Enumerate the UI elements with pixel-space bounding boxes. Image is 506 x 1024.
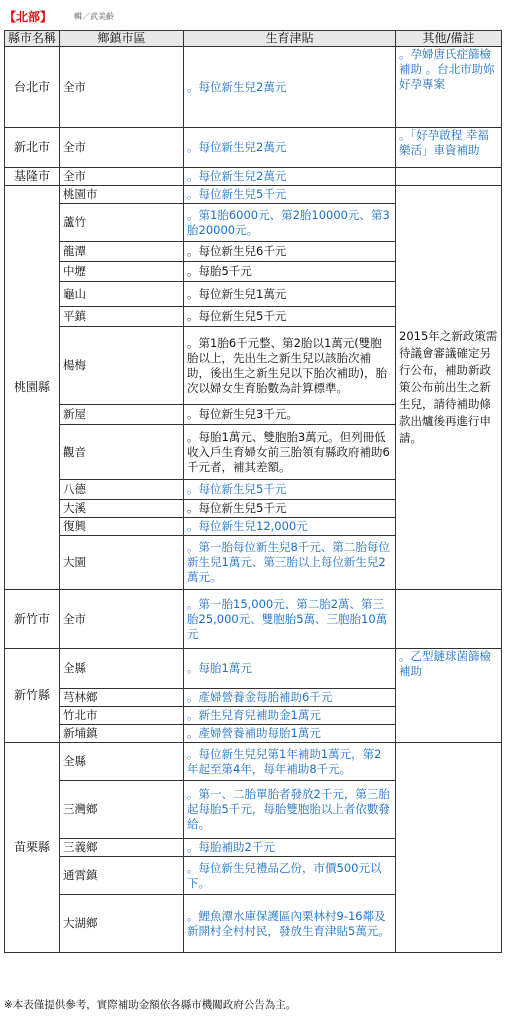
town-cell: 大湖鄉 [60, 895, 184, 953]
subsidy-cell: 。第一胎每位新生兒8千元、第二胎每位新生兒1萬元、第三胎以上每位新生兒2萬元。 [184, 536, 396, 590]
town-cell: 觀音 [60, 425, 184, 480]
subsidy-table [4, 30, 502, 953]
county-cell: 新竹市 [5, 590, 60, 649]
subsidy-cell: 。每位新生兒5千元 [184, 186, 396, 204]
table-row [5, 47, 502, 128]
town-cell: 全市 [60, 128, 184, 168]
county-cell: 新竹縣 [5, 649, 60, 743]
town-cell: 通霄鎮 [60, 857, 184, 895]
subsidy-cell: 。每位新生兒5千元 [184, 307, 396, 327]
town-cell: 竹北市 [60, 707, 184, 725]
county-cell: 基隆市 [5, 168, 60, 186]
table-row [5, 590, 502, 649]
subsidy-cell: 。每胎1萬元、雙胞胎3萬元。但列冊低收入戶生育婦女前三胎領有縣政府補助6千元者，補其差額。 [184, 425, 396, 480]
subsidy-cell: 。鯉魚潭水庫保護區內栗林村9-16鄰及新開村全村村民，發放生育津貼5萬元。 [184, 895, 396, 953]
county-cell: 桃園縣 [5, 186, 60, 590]
county-cell: 苗栗縣 [5, 743, 60, 953]
town-cell: 新埔鎮 [60, 725, 184, 743]
town-cell: 平鎮 [60, 307, 184, 327]
table-header-row [5, 31, 502, 47]
note-cell: 。孕婦唐氏症篩檢補助 。台北市助妳好孕專案 [396, 47, 502, 128]
subsidy-cell: 。每位新生兒5千元 [184, 500, 396, 518]
subsidy-cell: 。每位新生兒5千元 [184, 480, 396, 500]
subsidy-cell: 。第一胎15,000元、第二胎2萬、第三胎25,000元、雙胞胎5萬、三胞胎10萬元 [184, 590, 396, 649]
subsidy-cell: 。每胎補助2千元 [184, 839, 396, 857]
county-cell: 新北市 [5, 128, 60, 168]
subsidy-cell: 。每位新生兒2萬元 [184, 168, 396, 186]
column-header: 鄉鎮市區 [60, 31, 184, 47]
town-cell: 全市 [60, 590, 184, 649]
town-cell: 芎林鄉 [60, 689, 184, 707]
town-cell: 大溪 [60, 500, 184, 518]
subsidy-cell: 。新生兒育兒補助金1萬元 [184, 707, 396, 725]
subsidy-cell: 。每位新生兒2萬元 [184, 47, 396, 128]
column-header: 生育津貼 [184, 31, 396, 47]
town-cell: 楊梅 [60, 327, 184, 405]
town-cell: 復興 [60, 518, 184, 536]
region-title: 【北部】 [4, 9, 53, 24]
column-header: 其他/備註 [396, 31, 502, 47]
subsidy-cell: 。每位新生兒1萬元 [184, 282, 396, 307]
subsidy-cell: 。每胎1萬元 [184, 649, 396, 689]
subsidy-cell: 。第1胎6000元、第2胎10000元、第3胎20000元。 [184, 204, 396, 242]
town-cell: 新屋 [60, 405, 184, 425]
note-cell: 。「好孕啟程 幸福樂活」車資補助 [396, 128, 502, 168]
table-row [5, 128, 502, 168]
table-row [5, 168, 502, 186]
footnote: ※本表僅提供參考，實際補助金額依各縣市機關政府公告為主。 [4, 999, 297, 1011]
page-header [4, 7, 114, 25]
town-cell: 八德 [60, 480, 184, 500]
county-cell: 台北市 [5, 47, 60, 128]
table-row [5, 743, 502, 781]
town-cell: 三義鄉 [60, 839, 184, 857]
editor-credit: 輯／武美齡 [74, 11, 115, 21]
subsidy-cell: 。產婦營養金每胎補助6千元 [184, 689, 396, 707]
note-cell [396, 590, 502, 649]
town-cell: 全市 [60, 168, 184, 186]
subsidy-cell: 。第一、二胎單胎者發放2千元，第三胎起每胎5千元，每胎雙胞胎以上者依數發給。 [184, 781, 396, 839]
subsidy-cell: 。每位新生兒12,000元 [184, 518, 396, 536]
subsidy-cell: 。每位新生兒6千元 [184, 242, 396, 262]
town-cell: 全市 [60, 47, 184, 128]
table-row [5, 649, 502, 689]
town-cell: 中壢 [60, 262, 184, 282]
note-cell [396, 168, 502, 186]
town-cell: 全縣 [60, 649, 184, 689]
town-cell: 龍潭 [60, 242, 184, 262]
subsidy-cell: 。每胎5千元 [184, 262, 396, 282]
town-cell: 蘆竹 [60, 204, 184, 242]
subsidy-cell: 。每位新生兒兒第1年補助1萬元，第2年起至第4年，每年補助8千元。 [184, 743, 396, 781]
subsidy-cell: 。每位新生兒2萬元 [184, 128, 396, 168]
town-cell: 龜山 [60, 282, 184, 307]
table-row [5, 186, 502, 204]
column-header: 縣市名稱 [5, 31, 60, 47]
subsidy-cell: 。每位新生兒禮品乙份，市價500元以下。 [184, 857, 396, 895]
subsidy-cell: 。每位新生兒3千元。 [184, 405, 396, 425]
note-cell: 。乙型鏈球菌篩檢補助 [396, 649, 502, 743]
subsidy-cell: 。第1胎6千元整、第2胎以1萬元(雙胞胎以上，先出生之新生兒以該胎次補助，後出生之新生兒以下胎次補助)，胎次以婦女生育胎數為計算標準。 [184, 327, 396, 405]
town-cell: 桃園市 [60, 186, 184, 204]
town-cell: 全縣 [60, 743, 184, 781]
note-cell [396, 743, 502, 953]
town-cell: 三灣鄉 [60, 781, 184, 839]
town-cell: 大園 [60, 536, 184, 590]
note-cell: 2015年之新政策需待議會審議確定另行公布，補助新政策公布前出生之新生兒，請待補助條款出爐後再進行申請。 [396, 186, 502, 590]
subsidy-cell: 。產婦營養補助每胎1萬元 [184, 725, 396, 743]
